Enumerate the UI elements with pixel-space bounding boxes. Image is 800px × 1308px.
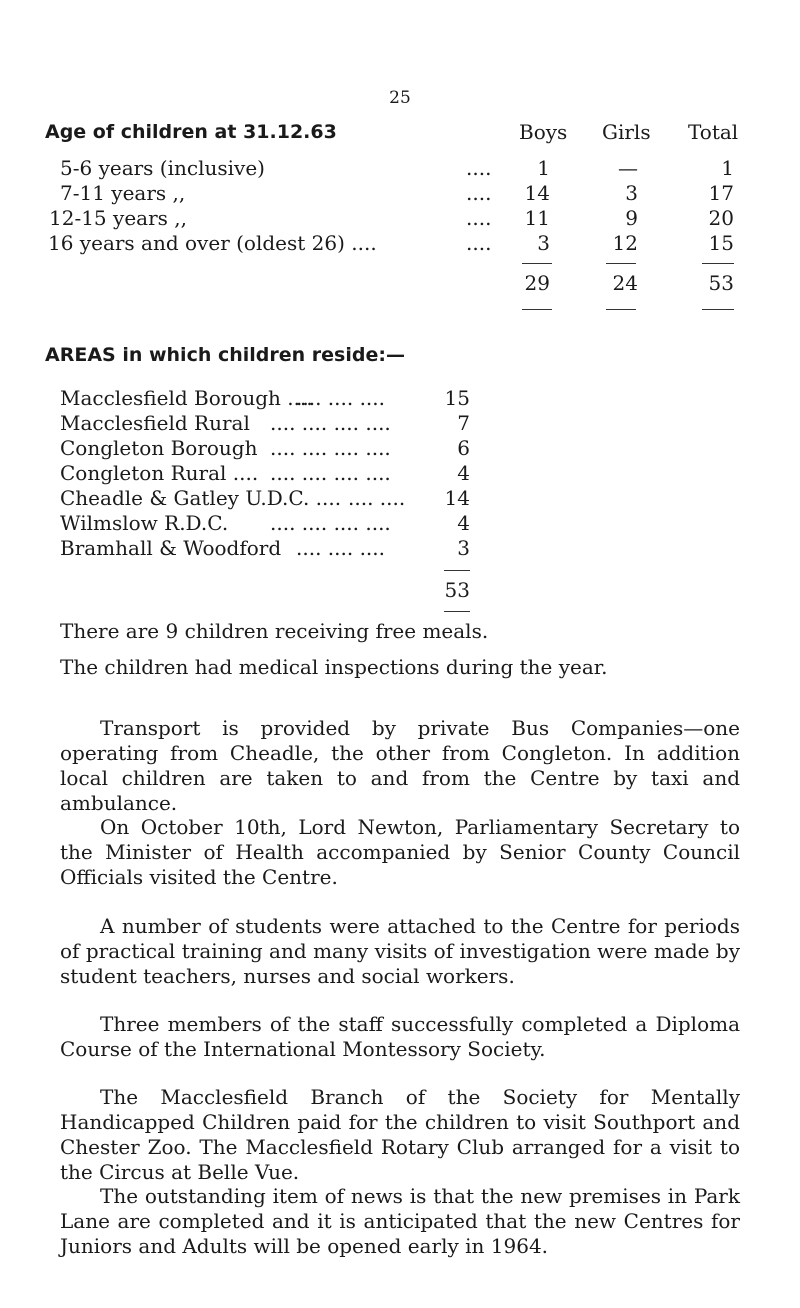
areas-total: 53 — [444, 578, 470, 602]
areas-total-rule — [444, 611, 470, 612]
paragraph-text: The Macclesfield Branch of the Society for Mentally Handicapped Children paid for the children to visit Southport and Chester Zoo. The Macclesfield Rotary Club arranged for a visit to the Circus at Belle Vue. — [60, 1085, 740, 1184]
area-leader: .... .... — [348, 486, 406, 510]
age-row-girls: 3 — [625, 181, 638, 205]
age-row-boys: 14 — [524, 181, 550, 205]
paragraph-diploma — [60, 1012, 740, 1062]
paragraph-text: The outstanding item of news is that the new premises in Park Lane are completed and it is anticipated that the new Centres for Juniors and Adults will be opened early in 1964. — [60, 1184, 740, 1258]
paragraph-text: On October 10th, Lord Newton, Parliamentary Secretary to the Minister of Health accompanied by Senior County Council Officials visited the Centre. — [60, 815, 740, 889]
girls-total-rule — [606, 309, 636, 310]
area-leader: .... .... .... .... — [270, 411, 391, 435]
area-count: 7 — [457, 411, 470, 435]
age-row-boys: 1 — [537, 156, 550, 180]
area-label: Congleton Borough — [60, 436, 258, 460]
age-row-girls: — — [618, 156, 638, 180]
paragraph-text: Three members of the staff successfully completed a Diploma Course of the International Montessory Society. — [60, 1012, 740, 1061]
area-label: Macclesfield Borough .... — [60, 386, 313, 410]
age-row-leader: .... — [466, 231, 492, 255]
paragraph-premises — [60, 1184, 740, 1259]
total-total-rule — [702, 309, 734, 310]
age-total-boys: 29 — [524, 271, 550, 295]
age-row-total: 15 — [708, 231, 734, 255]
paragraph-society — [60, 1085, 740, 1185]
boys-sum-rule — [522, 263, 552, 264]
page-number: 25 — [389, 88, 411, 108]
girls-sum-rule — [606, 263, 636, 264]
area-count: 14 — [444, 486, 470, 510]
area-leader: .... .... .... .... — [270, 511, 391, 535]
area-count: 4 — [457, 511, 470, 535]
column-header-total: Total — [688, 120, 739, 144]
paragraph-visit — [60, 815, 740, 890]
free-meals-statement: There are 9 children receiving free meals. — [60, 619, 489, 643]
area-leader: .... .... .... — [296, 536, 386, 560]
area-label: Macclesfield Rural — [60, 411, 250, 435]
area-count: 15 — [444, 386, 470, 410]
age-row-label: 12-15 years ,, — [49, 206, 187, 230]
area-label: Congleton Rural .... — [60, 461, 259, 485]
areas-sum-rule — [444, 570, 470, 571]
area-count: 3 — [457, 536, 470, 560]
areas-heading: AREAS in which children reside:— — [45, 344, 405, 366]
paragraph-text: A number of students were attached to the Centre for periods of practical training and many visits of investigation were made by student teachers, nurses and social workers. — [60, 914, 740, 988]
age-row-total: 1 — [721, 156, 734, 180]
age-row-boys: 3 — [537, 231, 550, 255]
age-row-label: 16 years and over (oldest 26) .... — [48, 231, 377, 255]
age-row-girls: 12 — [612, 231, 638, 255]
area-label: Bramhall & Woodford — [60, 536, 282, 560]
age-row-total: 20 — [708, 206, 734, 230]
paragraph-students — [60, 914, 740, 989]
column-header-boys: Boys — [519, 120, 568, 144]
total-sum-rule — [702, 263, 734, 264]
area-leader: .... .... .... .... — [270, 436, 391, 460]
age-row-label: 5-6 years (inclusive) — [60, 156, 265, 180]
area-count: 4 — [457, 461, 470, 485]
area-label: Wilmslow R.D.C. — [60, 511, 229, 535]
age-row-girls: 9 — [625, 206, 638, 230]
paragraph-transport — [60, 716, 740, 816]
column-header-girls: Girls — [602, 120, 651, 144]
paragraph-text: Transport is provided by private Bus Companies—one operating from Cheadle, the other from Congleton. In addition local children are taken to and from the Centre by taxi and ambulance. — [60, 716, 740, 815]
age-total-girls: 24 — [612, 271, 638, 295]
age-table-heading: Age of children at 31.12.63 — [45, 121, 337, 143]
age-row-boys: 11 — [524, 206, 550, 230]
area-leader: .... .... .... — [296, 386, 386, 410]
age-total-total: 53 — [708, 271, 734, 295]
age-row-leader: .... — [466, 206, 492, 230]
medical-inspections-statement: The children had medical inspections during the year. — [60, 655, 608, 679]
area-label: Cheadle & Gatley U.D.C. .... — [60, 486, 342, 510]
area-count: 6 — [457, 436, 470, 460]
boys-total-rule — [522, 309, 552, 310]
age-row-leader: .... — [466, 181, 492, 205]
age-row-total: 17 — [708, 181, 734, 205]
area-leader: .... .... .... .... — [270, 461, 391, 485]
age-row-leader: .... — [466, 156, 492, 180]
age-row-label: 7-11 years ,, — [60, 181, 186, 205]
